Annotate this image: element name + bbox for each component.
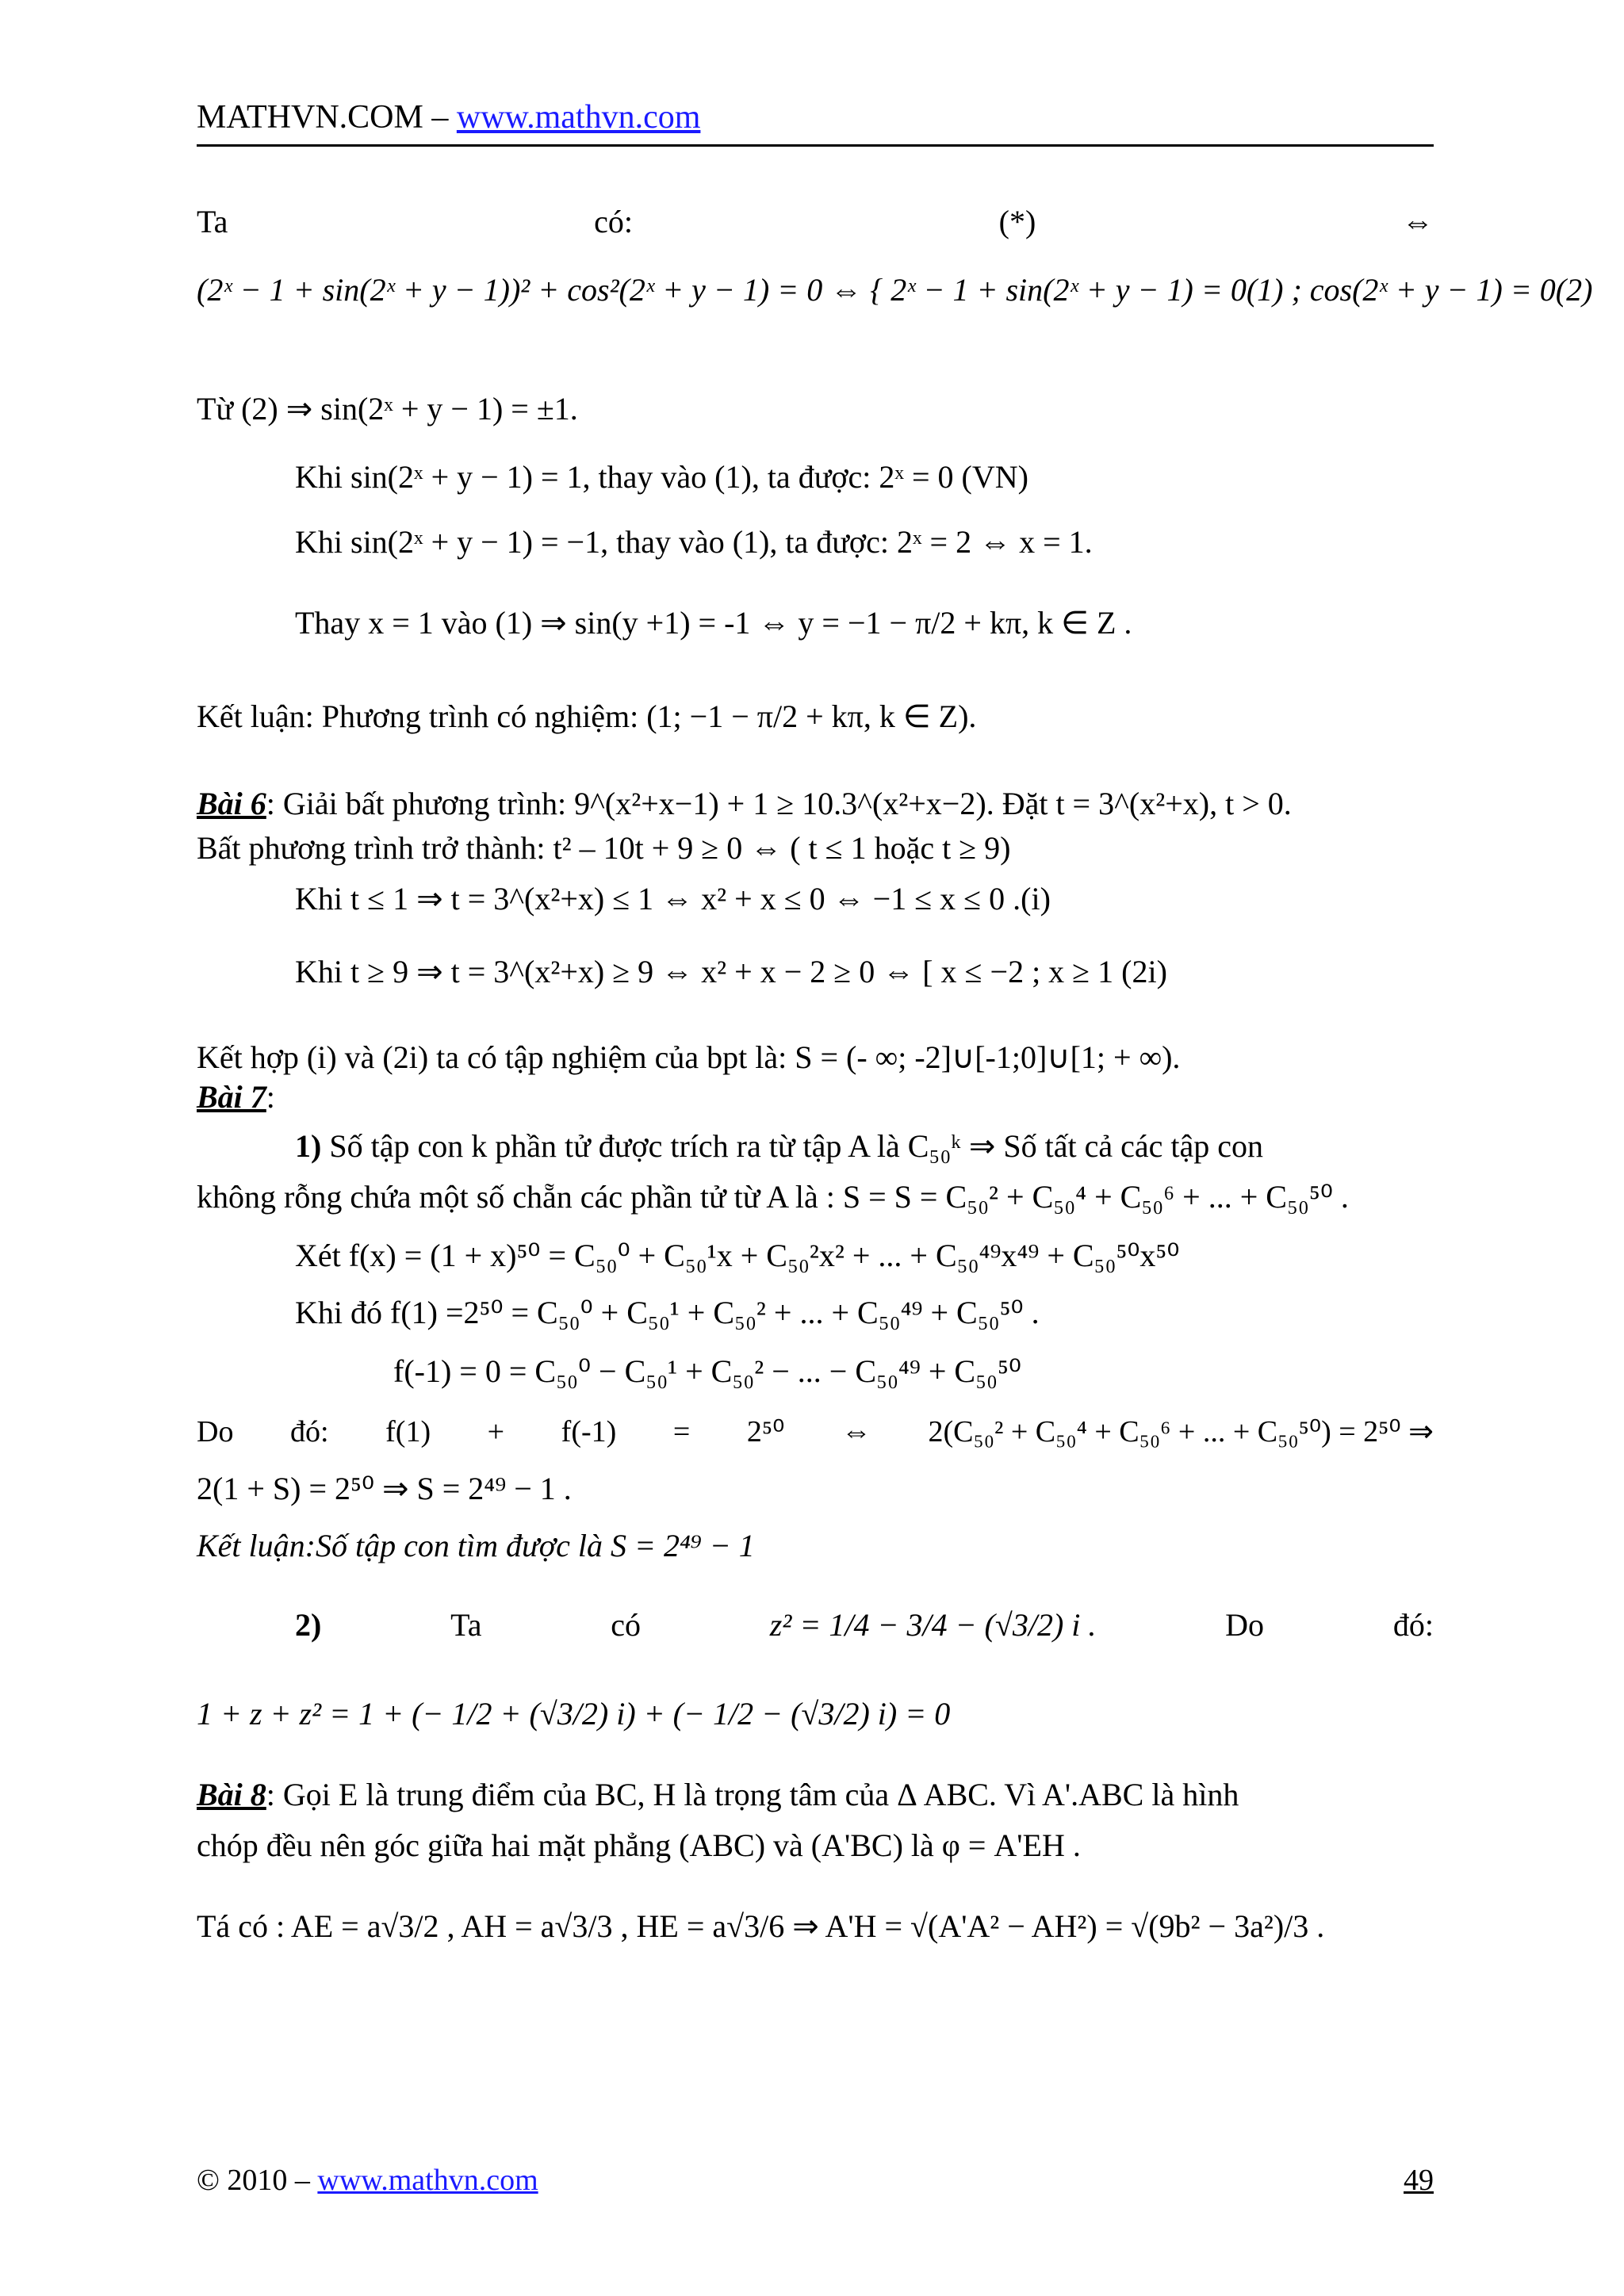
line-18-w7: 2⁵⁰: [746, 1415, 785, 1448]
line-1-iff: ⇔: [1401, 204, 1434, 239]
line-18-w6: =: [672, 1415, 691, 1448]
line-24: chóp đều nên góc giữa hai mặt phẳng (ABC) và (A'BC) là φ = A'EH .: [197, 1827, 1081, 1863]
line-13: [295, 1127, 1434, 1165]
part-2-label: 2): [295, 1607, 322, 1643]
bai8-text: : Gọi E là trung điểm của BC, H là trọng tâm của Δ ABC. Vì A'.ABC là hình: [266, 1777, 1239, 1812]
line-1-star: (*): [998, 204, 1036, 239]
line-22: 1 + z + z² = 1 + (− 1/2 + (√3/2) i) + (− 1/2 − (√3/2) i) = 0: [197, 1696, 951, 1732]
line-bai7: Bài 7:: [197, 1079, 275, 1115]
line-17: f(-1) = 0 = C₅₀⁰ − C₅₀¹ + C₅₀² − ... − C₅₀⁴⁹ + C₅₀⁵⁰: [393, 1353, 1021, 1389]
footer-copyright: [197, 2163, 538, 2198]
line-18-w2: đó:: [290, 1415, 329, 1448]
line-12: Kết hợp (i) và (2i) ta có tập nghiệm của bpt là: S = (- ∞; -2]∪[-1;0]∪[1; + ∞).: [197, 1039, 1181, 1075]
line-19: 2(1 + S) = 2⁵⁰ ⇒ S = 2⁴⁹ − 1 .: [197, 1471, 572, 1506]
line-21-w6: đó:: [1392, 1607, 1434, 1643]
line-13-text: Số tập con k phần tử được trích ra từ tập A là C₅₀ᵏ ⇒ Số tất cả các tập con: [321, 1128, 1264, 1164]
header-site-name: MATHVN.COM –: [197, 99, 457, 136]
bai8-label: Bài 8: [197, 1777, 266, 1812]
line-21-z2: z² = 1/4 − 3/4 − (√3/2) i .: [769, 1607, 1097, 1643]
line-18-w1: Do: [197, 1415, 234, 1448]
line-1-word-co: có:: [594, 204, 633, 239]
line-14: không rỗng chứa một số chẵn các phần tử từ A là : S = S = C₅₀² + C₅₀⁴ + C₅₀⁶ + ... + C₅₀⁵⁰ .: [197, 1179, 1349, 1215]
line-20-conclusion: Kết luận:Số tập con tìm được là S = 2⁴⁹ − 1: [197, 1528, 755, 1563]
line-18-w8: ⇔: [841, 1415, 871, 1448]
line-6: Thay x = 1 vào (1) ⇒ sin(y +1) = -1 ⇔ y = −1 − π/2 + kπ, k ∈ Z .: [295, 605, 1132, 641]
line-16: Khi đó f(1) =2⁵⁰ = C₅₀⁰ + C₅₀¹ + C₅₀² + ... + C₅₀⁴⁹ + C₅₀⁵⁰ .: [295, 1295, 1040, 1330]
line-3: Từ (2) ⇒ sin(2ˣ + y − 1) = ±1.: [197, 391, 578, 427]
line-21: [197, 1606, 1434, 1644]
footer-copyright-text: © 2010 –: [197, 2164, 318, 2197]
line-21-w2: Ta: [450, 1607, 482, 1643]
line-7: Kết luận: Phương trình có nghiệm: (1; −1 − π/2 + kπ, k ∈ Z).: [197, 698, 977, 734]
line-21-w3: có: [611, 1607, 642, 1643]
bai6-text: : Giải bất phương trình: 9^(x²+x−1) + 1 ≥ 10.3^(x²+x−2). Đặt t = 3^(x²+x), t > 0.: [266, 786, 1292, 821]
line-10: Khi t ≤ 1 ⇒ t = 3^(x²+x) ≤ 1 ⇔ x² + x ≤ 0 ⇔ −1 ≤ x ≤ 0 .(i): [295, 881, 1051, 916]
page-header: [197, 97, 1434, 147]
line-15: Xét f(x) = (1 + x)⁵⁰ = C₅₀⁰ + C₅₀¹x + C₅₀²x² + ... + C₅₀⁴⁹x⁴⁹ + C₅₀⁵⁰x⁵⁰: [295, 1238, 1180, 1273]
line-18-w3: f(1): [385, 1415, 431, 1448]
line-8-bai6: [197, 785, 1434, 823]
footer-link[interactable]: www.mathvn.com: [317, 2164, 538, 2197]
line-21-w5: Do: [1225, 1607, 1265, 1643]
line-1: [197, 203, 1434, 241]
line-1-word-ta: Ta: [197, 204, 228, 239]
page-number: 49: [1404, 2164, 1434, 2197]
line-5: Khi sin(2ˣ + y − 1) = −1, thay vào (1), ta được: 2ˣ = 2 ⇔ x = 1.: [295, 524, 1093, 560]
line-11: Khi t ≥ 9 ⇒ t = 3^(x²+x) ≥ 9 ⇔ x² + x − 2 ≥ 0 ⇔ [ x ≤ −2 ; x ≥ 1 (2i): [295, 954, 1167, 989]
line-4: Khi sin(2ˣ + y − 1) = 1, thay vào (1), ta được: 2ˣ = 0 (VN): [295, 459, 1028, 495]
line-23-bai8: [197, 1776, 1434, 1814]
bai6-label: Bài 6: [197, 786, 266, 821]
line-18-w4: +: [487, 1415, 505, 1448]
bai7-label: Bài 7: [197, 1079, 266, 1115]
part-1-label: 1): [295, 1128, 322, 1164]
line-2-equation: (2ˣ − 1 + sin(2ˣ + y − 1))² + cos²(2ˣ + y − 1) = 0 ⇔ { 2ˣ − 1 + sin(2ˣ + y − 1) = 0(1) ; cos(2ˣ + y − 1) = 0(2): [197, 272, 1593, 308]
header-site-link[interactable]: www.mathvn.com: [456, 99, 701, 136]
line-25: Tá có : AE = a√3/2 , AH = a√3/3 , HE = a√3/6 ⇒ A'H = √(A'A² − AH²) = √(9b² − 3a²)/3 .: [197, 1908, 1325, 1944]
line-9: Bất phương trình trở thành: t² – 10t + 9 ≥ 0 ⇔ ( t ≤ 1 hoặc t ≥ 9): [197, 830, 1011, 866]
header-site: [197, 98, 700, 136]
line-18-w5: f(-1): [561, 1415, 617, 1448]
line-18: [197, 1413, 1434, 1451]
line-18-w9: 2(C₅₀² + C₅₀⁴ + C₅₀⁶ + ... + C₅₀⁵⁰) = 2⁵⁰ ⇒: [928, 1415, 1434, 1448]
